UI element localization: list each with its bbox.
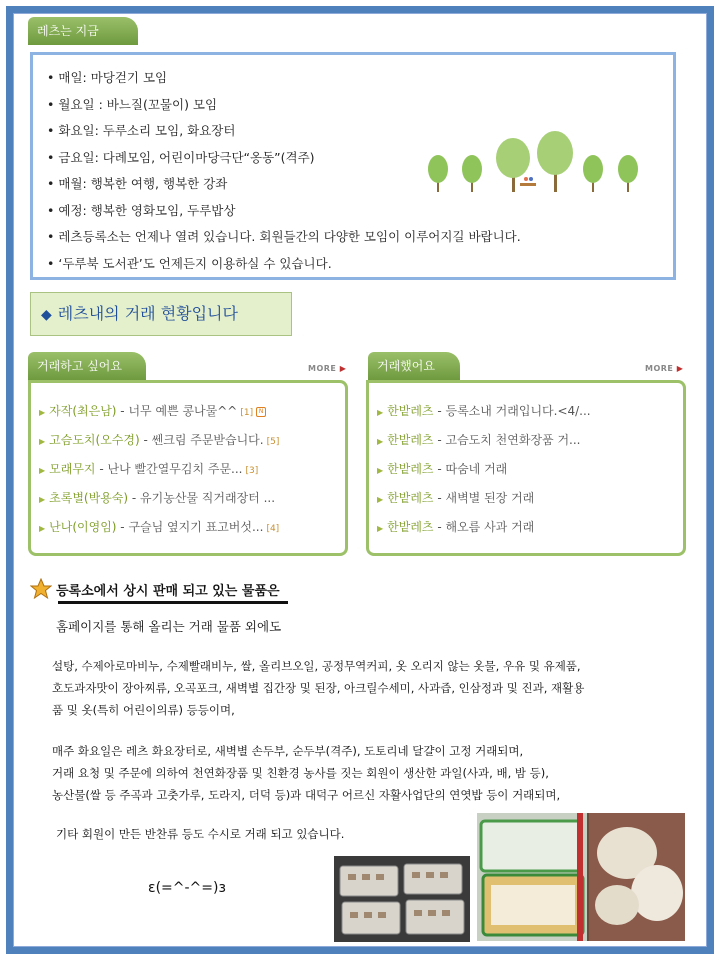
arrow-icon: ▶	[39, 495, 46, 504]
list-item[interactable]: ▶ 한밭레츠 - 새벽별 된장 거래	[377, 491, 535, 505]
arrow-icon: ▶	[377, 466, 384, 475]
list-item[interactable]: ▶ 한밭레츠 - 따숨네 거래	[377, 462, 508, 476]
tab-now: 레츠는 지금	[28, 17, 138, 45]
notes-line: 홈페이지를 통해 올리는 거래 물품 외에도	[56, 619, 282, 634]
notes-line: 품 및 옷(특히 어린이의류) 등등이며,	[52, 703, 235, 717]
arrow-icon: ▶	[377, 437, 384, 446]
notes-line: 기타 회원이 만든 반찬류 등도 수시로 거래 되고 있습니다.	[56, 827, 345, 841]
notes-line: 농산물(쌀 등 주곡과 고춧가루, 도라지, 더덕 등)과 대덕구 어르신 자활사업단의 연엿밥 등이 거래되며,	[52, 788, 561, 802]
schedule-item: • 매일: 마당걷기 모임	[47, 65, 521, 92]
arrow-icon: ▶	[377, 495, 384, 504]
schedule-item: • 화요일: 두루소리 모임, 화요장터	[47, 118, 521, 145]
notes-line: 매주 화요일은 레츠 화요장터로, 새벽별 손두부, 순두부(격주), 도토리네 달걀이 고정 거래되며,	[52, 744, 524, 758]
tab-done[interactable]: 거래했어요	[368, 352, 460, 380]
schedule-item: • 매월: 행복한 여행, 행복한 강좌	[47, 171, 521, 198]
list-item[interactable]: ▶ 고슴도치(오수경) - 쎈크림 주문받습니다. [5]	[39, 433, 280, 447]
new-badge-icon: N	[256, 407, 266, 417]
notes-title: 등록소에서 상시 판매 되고 있는 물품은	[56, 584, 280, 599]
list-item[interactable]: ▶ 모래무지 - 난나 빨간열무김치 주문... [3]	[39, 462, 259, 476]
arrow-icon: ▶	[39, 437, 46, 446]
list-item[interactable]: ▶ 자작(최은남) - 너무 예쁜 콩나물^^ [1] N	[39, 397, 279, 426]
arrow-right-icon: ▶	[339, 364, 347, 373]
tab-want[interactable]: 거래하고 싶어요	[28, 352, 146, 380]
star-icon	[30, 578, 52, 600]
food-containers-photo	[477, 813, 685, 941]
schedule-item: • 레츠등록소는 언제나 열려 있습니다. 회원들간의 다양한 모임이 이루어지길 바랍니다.	[47, 224, 521, 251]
list-item[interactable]: ▶ 난나(이영임) - 구슬님 옆지기 표고버섯... [4]	[39, 520, 280, 534]
schedule-item: • 금요일: 다례모임, 어린이마당극단“옹동”(격주)	[47, 145, 521, 172]
tofu-tray-photo	[334, 856, 470, 942]
notes-line: 설탕, 수제아로마비누, 수제빨래비누, 쌀, 올리브오일, 공정무역커피, 옷 오리지 않는 옷물, 우유 및 유제품,	[52, 659, 581, 673]
list-item[interactable]: ▶ 한밭레츠 - 해오름 사과 거래	[377, 520, 535, 534]
list-item[interactable]: ▶ 한밭레츠 - 고슴도치 천연화장품 거...	[377, 433, 581, 447]
list-item[interactable]: ▶ 한밭레츠 - 등록소내 거래입니다.<4/...	[377, 404, 591, 418]
want-more-link[interactable]: MORE ▶	[308, 364, 347, 373]
arrow-icon: ▶	[377, 408, 384, 417]
arrow-icon: ▶	[39, 408, 46, 417]
trade-status-heading	[30, 292, 292, 336]
list-item[interactable]: ▶ 초록별(박용숙) - 유기농산물 직거래장터 ...	[39, 491, 276, 505]
arrow-right-icon: ▶	[676, 364, 684, 373]
arrow-icon: ▶	[39, 524, 46, 533]
title-underline	[58, 601, 288, 604]
arrow-icon: ▶	[39, 466, 46, 475]
emoticon: ε(=^-^=)з	[148, 880, 226, 896]
want-panel	[28, 380, 348, 556]
arrow-icon: ▶	[377, 524, 384, 533]
schedule-item: • 예정: 행복한 영화모임, 두루밥상	[47, 198, 521, 225]
notes-line: 거래 요청 및 주문에 의하여 천연화장품 및 친환경 농사를 짓는 회원이 생산한 과일(사과, 배, 밤 등),	[52, 766, 549, 780]
heading-text: 레츠내의 거래 현황입니다	[57, 304, 238, 323]
notes-line: 호도과자맛이 장아찌류, 오곡포크, 새벽별 집간장 및 된장, 아크릴수세미, 사과즙, 인삼정과 및 진과, 재활용	[52, 681, 585, 695]
trees-illustration	[420, 125, 650, 195]
done-more-link[interactable]: MORE ▶	[645, 364, 684, 373]
schedule-item: • 월요일 : 바느질(꼬물이) 모임	[47, 92, 521, 119]
done-panel	[366, 380, 686, 556]
schedule-item: • ‘두루북 도서관’도 언제든지 이용하실 수 있습니다.	[47, 251, 521, 278]
diamond-icon: ◆	[41, 307, 52, 323]
